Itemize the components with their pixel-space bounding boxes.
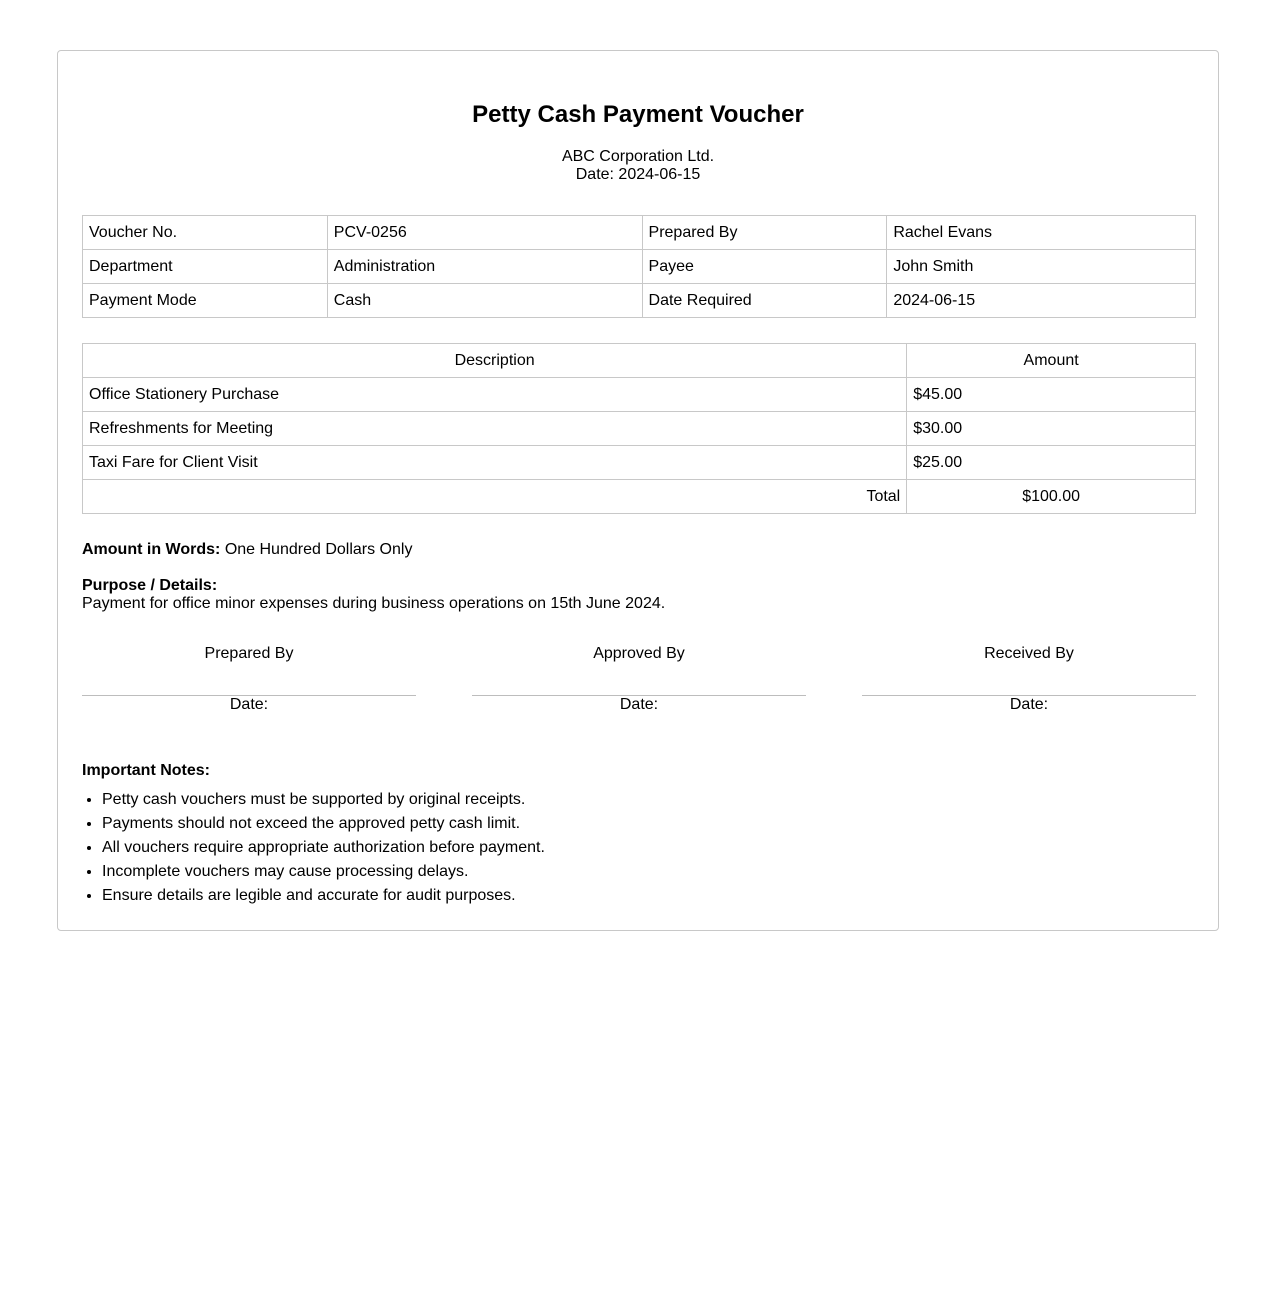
list-item: • Petty cash vouchers must be supported by original receipts. <box>102 788 1192 812</box>
voucher-info-table <box>82 215 1196 318</box>
signature-role: Prepared By <box>204 645 294 662</box>
item-amount: $30.00 <box>907 412 1196 446</box>
table-row <box>83 378 1196 412</box>
total-row <box>83 480 1196 514</box>
signature-role: Approved By <box>593 645 685 662</box>
item-amount: $25.00 <box>907 446 1196 480</box>
page-title: Petty Cash Payment Voucher <box>472 101 804 128</box>
list-item: • Payments should not exceed the approved petty cash limit. <box>102 812 1192 836</box>
payee-value: John Smith <box>887 250 1196 284</box>
table-row <box>83 446 1196 480</box>
item-amount: $45.00 <box>907 378 1196 412</box>
info-label: Payment Mode <box>83 284 328 318</box>
item-description: Office Stationery Purchase <box>83 378 907 412</box>
signature-date-label: Date: <box>619 696 659 713</box>
list-item: • Ensure details are legible and accurate for audit purposes. <box>102 884 1192 908</box>
info-label: Voucher No. <box>83 216 328 250</box>
info-row <box>83 250 1196 284</box>
company-name: ABC Corporation Ltd. <box>561 148 715 165</box>
signature-date-label: Date: <box>1009 696 1049 713</box>
info-row <box>83 216 1196 250</box>
amount-in-words <box>82 541 1196 559</box>
amount-words-label: Amount in Words: <box>82 541 221 558</box>
info-label: Date Required <box>642 284 887 318</box>
amount-header: Amount <box>907 344 1196 378</box>
info-label: Prepared By <box>642 216 887 250</box>
signature-approved-by <box>472 645 806 714</box>
payment-mode-value: Cash <box>327 284 642 318</box>
info-label: Department <box>83 250 328 284</box>
total-label: Total <box>83 480 907 514</box>
item-description: Taxi Fare for Client Visit <box>83 446 907 480</box>
amount-words-value: One Hundred Dollars Only <box>224 541 413 558</box>
description-header: Description <box>83 344 907 378</box>
table-row <box>83 412 1196 446</box>
list-item: • All vouchers require appropriate authorization before payment. <box>102 836 1192 860</box>
voucher-date: Date: 2024-06-15 <box>575 166 701 183</box>
signature-role: Received By <box>984 645 1074 662</box>
voucher-card <box>57 50 1219 931</box>
table-header-row <box>83 344 1196 378</box>
info-label: Payee <box>642 250 887 284</box>
purpose-label: Purpose / Details: <box>82 577 218 594</box>
signature-date-label: Date: <box>229 696 269 713</box>
expense-items-table <box>82 343 1196 514</box>
purpose-text: Payment for office minor expenses during business operations on 15th June 2024. <box>82 595 666 612</box>
date-required-value: 2024-06-15 <box>887 284 1196 318</box>
info-row <box>83 284 1196 318</box>
department-value: Administration <box>327 250 642 284</box>
notes-title: Important Notes: <box>82 762 210 779</box>
total-value: $100.00 <box>907 480 1196 514</box>
signature-received-by <box>862 645 1196 714</box>
voucher-number: PCV-0256 <box>327 216 642 250</box>
item-description: Refreshments for Meeting <box>83 412 907 446</box>
signature-prepared-by <box>82 645 416 714</box>
notes-list <box>82 788 1192 908</box>
purpose-section <box>82 577 1196 613</box>
voucher-subheader <box>58 148 1218 184</box>
prepared-by-value: Rachel Evans <box>887 216 1196 250</box>
list-item: • Incomplete vouchers may cause processing delays. <box>102 860 1192 884</box>
